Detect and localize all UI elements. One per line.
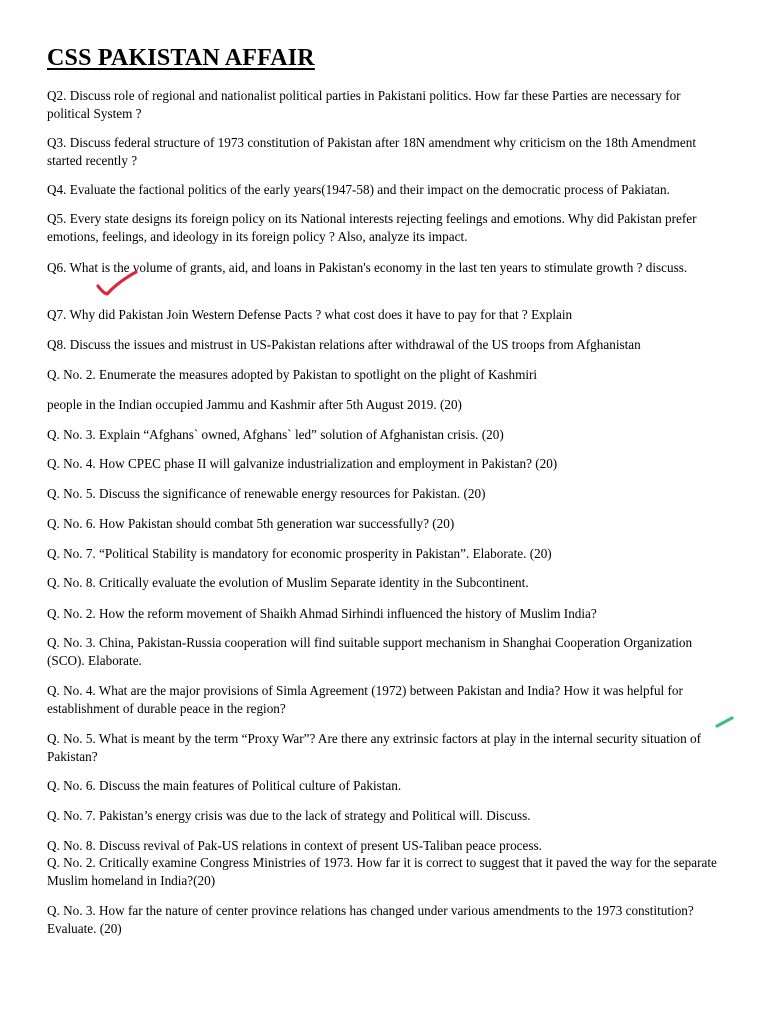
question-item: Q. No. 8. Discuss revival of Pak-US relations in context of present US-Taliban peace process. <box>47 838 542 853</box>
question-item: Q. No. 5. Discuss the significance of renewable energy resources for Pakistan. (20) <box>47 486 486 501</box>
question-item: Q. No. 3. How far the nature of center province relations has changed under various amendments to the 1973 constitution? Evaluate. (20) <box>47 903 694 936</box>
question-item: Q8. Discuss the issues and mistrust in US-Pakistan relations after withdrawal of the US troops from Afghanistan <box>47 337 641 352</box>
question-item: Q. No. 7. Pakistan’s energy crisis was due to the lack of strategy and Political will. Discuss. <box>47 808 531 823</box>
question-item: Q. No. 2. Enumerate the measures adopted by Pakistan to spotlight on the plight of Kashmiri <box>47 367 538 382</box>
question-item: Q. No. 3. Explain “Afghans` owned, Afghans` led” solution of Afghanistan crisis. (20) <box>47 427 504 442</box>
question-item: Q. No. 3. China, Pakistan-Russia cooperation will find suitable support mechanism in Shanghai Cooperation Organization (SCO). Elaborate. <box>47 635 693 668</box>
question-item: Q. No. 8. Critically evaluate the evolution of Muslim Separate identity in the Subcontinent. <box>47 575 529 590</box>
question-item: Q. No. 2. How the reform movement of Shaikh Ahmad Sirhindi influenced the history of Muslim India? <box>47 606 597 621</box>
question-item: Q. No. 5. What is meant by the term “Proxy War”? Are there any extrinsic factors at play in the internal security situation of Pakistan? <box>47 731 701 764</box>
question-item: Q7. Why did Pakistan Join Western Defense Pacts ? what cost does it have to pay for that ? Explain <box>47 307 573 322</box>
question-item: Q4. Evaluate the factional politics of the early years(1947-58) and their impact on the democratic process of Pakiatan. <box>47 182 670 197</box>
question-item: Q2. Discuss role of regional and nationalist political parties in Pakistani politics. How far these Parties are necessary for political System ? <box>47 88 681 121</box>
question-item: Q. No. 7. “Political Stability is mandatory for economic prosperity in Pakistan”. Elaborate. (20) <box>47 546 552 561</box>
question-item: Q. No. 2. Critically examine Congress Ministries of 1973. How far it is correct to suggest that it paved the way for the separate Muslim homeland in India?(20) <box>47 855 717 888</box>
question-item: Q. No. 4. What are the major provisions of Simla Agreement (1972) between Pakistan and India? How it was helpful for establishment of durable peace in the region? <box>47 683 683 716</box>
green-dash-mark-icon <box>712 712 738 732</box>
question-item: Q3. Discuss federal structure of 1973 constitution of Pakistan after 18N amendment why criticism on the 18th Amendment started recently ? <box>47 135 696 168</box>
document-title: CSS PAKISTAN AFFAIR <box>47 45 315 71</box>
question-item: Q. No. 4. How CPEC phase II will galvanize industrialization and employment in Pakistan? (20) <box>47 456 558 471</box>
question-item: Q. No. 6. How Pakistan should combat 5th generation war successfully? (20) <box>47 516 455 531</box>
question-item: people in the Indian occupied Jammu and Kashmir after 5th August 2019. (20) <box>47 397 462 412</box>
red-tick-mark-icon <box>92 266 142 300</box>
question-item: Q. No. 6. Discuss the main features of Political culture of Pakistan. <box>47 778 402 793</box>
question-item: Q6. What is the volume of grants, aid, and loans in Pakistan's economy in the last ten years to stimulate growth ? discuss. <box>47 260 688 275</box>
question-item: Q5. Every state designs its foreign policy on its National interests rejecting feelings and emotions. Why did Pakistan prefer emotions, feelings, and ideology in its foreign policy ? Also, analyze its impact. <box>47 211 697 244</box>
